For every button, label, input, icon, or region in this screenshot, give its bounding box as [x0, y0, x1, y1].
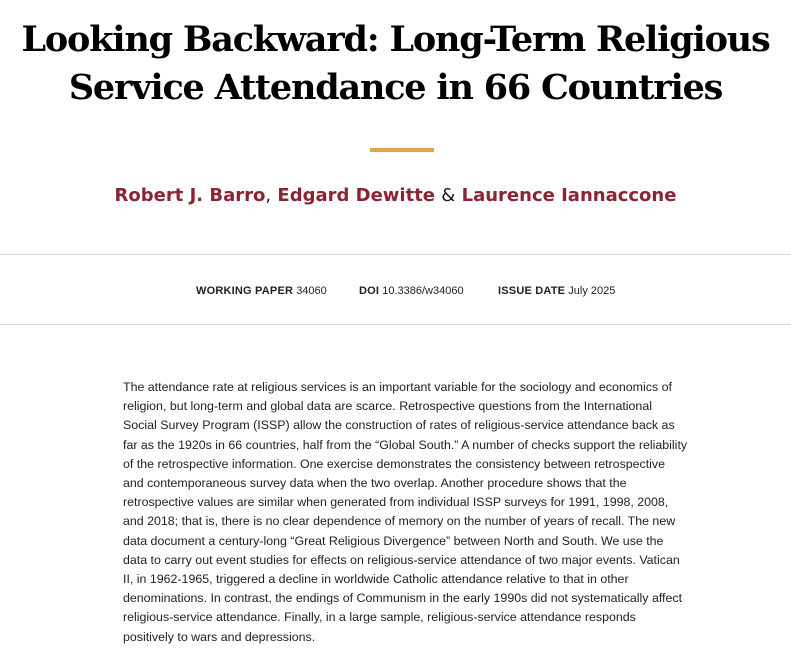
working-paper-info — [196, 284, 327, 298]
doi-label: DOI — [359, 285, 380, 297]
author-list — [0, 184, 791, 208]
issue-date-label: ISSUE DATE — [498, 285, 566, 297]
page-title — [0, 16, 791, 112]
issue-date-value: July 2025 — [568, 285, 616, 297]
author-separator: & — [441, 185, 456, 206]
author-separator: , — [265, 185, 272, 206]
doi-info — [359, 284, 464, 298]
doi-value[interactable]: 10.3386/w34060 — [382, 285, 464, 297]
issue-date-info — [498, 284, 615, 298]
working-paper-label: WORKING PAPER — [196, 285, 294, 297]
working-paper-number: 34060 — [296, 285, 327, 297]
author-link-iannaccone[interactable]: Laurence Iannaccone — [461, 185, 677, 206]
accent-divider — [370, 148, 434, 152]
author-link-barro[interactable]: Robert J. Barro — [114, 185, 266, 206]
abstract-text: The attendance rate at religious services is an important variable for the sociology and economics of religion, but long-term and global data are scarce. Retrospective questions from the International Social Survey Program (ISSP) allow the construction of rates of religious-service attendance back as far as the 1920s in 66 countries, half from the “Global South.” A number of checks support the reliability of the retrospective information. One exercise demonstrates the consistency between retrospective and contemporaneous survey data when the two overlap. Another procedure shows that the retrospective values are similar when generated from individual ISSP surveys for 1991, 1998, 2008, and 2018; that is, there is no clear dependence of memory on the number of years of recall. The new data document a century-long “Great Religious Divergence” between North and South. We use the data to carry out event studies for effects on religious-service attendance of two major events. Vatican II, in 1962-1965, triggered a decline in worldwide Catholic attendance relative to that in other denominations. In contrast, the endings of Communism in the early 1990s did not systematically affect religious-service attendance. Finally, in a large sample, religious-service attendance responds positively to wars and depressions. — [123, 380, 688, 644]
paper-metadata-bar — [0, 254, 791, 325]
author-link-dewitte[interactable]: Edgard Dewitte — [277, 185, 436, 206]
title-line-2: Service Attendance in 66 Countries — [68, 67, 723, 108]
title-line-1: Looking Backward: Long-Term Religious — [21, 19, 770, 60]
